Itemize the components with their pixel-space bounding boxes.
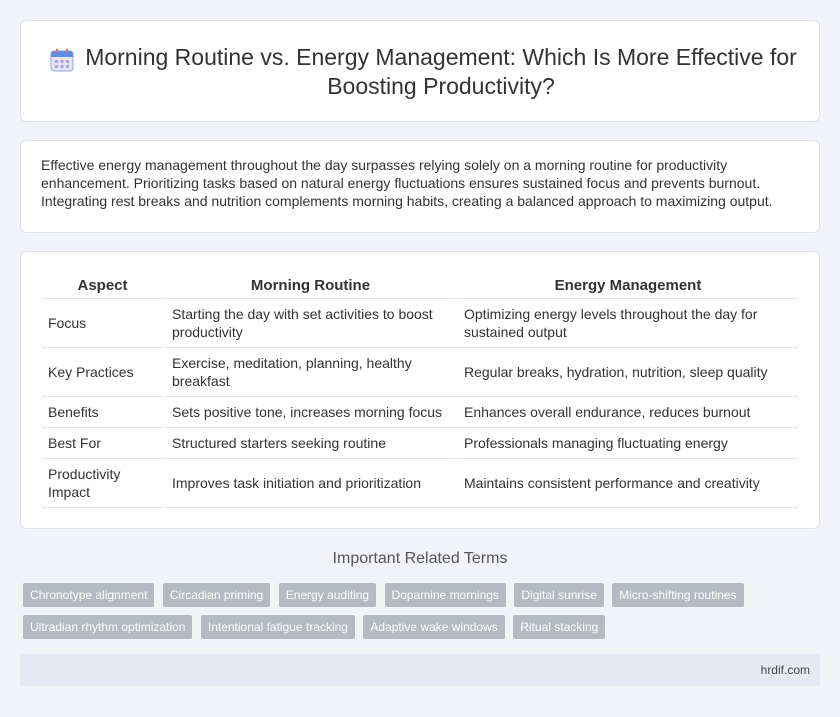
comparison-table [42, 275, 798, 508]
title-wrap [49, 43, 799, 101]
related-terms-title: Important Related Terms [332, 550, 508, 567]
comparison-card [20, 251, 820, 529]
tag-energy-auditing[interactable]: Energy auditing [279, 583, 376, 607]
table-row [42, 299, 798, 348]
table-row [42, 428, 798, 459]
tag-digital-sunrise[interactable]: Digital sunrise [514, 583, 603, 607]
header-aspect: Aspect [42, 275, 163, 299]
table-header-row [42, 275, 798, 299]
table-cell: Regular breaks, hydration, nutrition, sleep quality [455, 348, 798, 397]
table-cell-aspect: Benefits [42, 397, 163, 428]
page-title: Morning Routine vs. Energy Management: Which Is More Effective for Boosting Productivity? [85, 44, 797, 99]
tag-micro-shifting-routines[interactable]: Micro-shifting routines [612, 583, 743, 607]
header-energy-management: Energy Management [455, 275, 798, 299]
summary-text: Effective energy management throughout the day surpasses relying solely on a morning routine for productivity enhancement. Prioritizing tasks based on natural energy fluctuations ensures sustained focus and prevents burnout. Integrating rest breaks and nutrition complements morning habits, creating a balanced approach to maximizing output. [41, 157, 773, 209]
table-cell-aspect: Productivity Impact [42, 459, 163, 508]
tag-ritual-stacking[interactable]: Ritual stacking [513, 615, 605, 639]
tag-ultradian-rhythm-optimization[interactable]: Ultradian rhythm optimization [23, 615, 192, 639]
tag-adaptive-wake-windows[interactable]: Adaptive wake windows [363, 615, 504, 639]
table-cell: Sets positive tone, increases morning focus [163, 397, 455, 428]
related-terms-tags [23, 583, 783, 647]
tag-chronotype-alignment[interactable]: Chronotype alignment [23, 583, 154, 607]
tag-dopamine-mornings[interactable]: Dopamine mornings [385, 583, 506, 607]
tag-intentional-fatigue-tracking[interactable]: Intentional fatigue tracking [201, 615, 355, 639]
table-cell: Optimizing energy levels throughout the day for sustained output [455, 299, 798, 348]
table-row [42, 397, 798, 428]
table-cell: Exercise, meditation, planning, healthy breakfast [163, 348, 455, 397]
table-cell: Improves task initiation and prioritization [163, 459, 455, 508]
table-cell-aspect: Key Practices [42, 348, 163, 397]
footer [20, 654, 820, 686]
table-cell-aspect: Focus [42, 299, 163, 348]
table-cell: Enhances overall endurance, reduces burnout [455, 397, 798, 428]
table-cell: Structured starters seeking routine [163, 428, 455, 459]
tag-circadian-priming[interactable]: Circadian priming [163, 583, 270, 607]
table-cell: Maintains consistent performance and creativity [455, 459, 798, 508]
summary-card [20, 140, 820, 233]
table-cell: Professionals managing fluctuating energy [455, 428, 798, 459]
calendar-icon [49, 47, 75, 73]
title-card [20, 20, 820, 122]
table-row [42, 459, 798, 508]
table-cell: Starting the day with set activities to boost productivity [163, 299, 455, 348]
header-morning-routine: Morning Routine [163, 275, 455, 299]
table-row [42, 348, 798, 397]
table-cell-aspect: Best For [42, 428, 163, 459]
footer-site[interactable]: hrdif.com [760, 663, 810, 677]
